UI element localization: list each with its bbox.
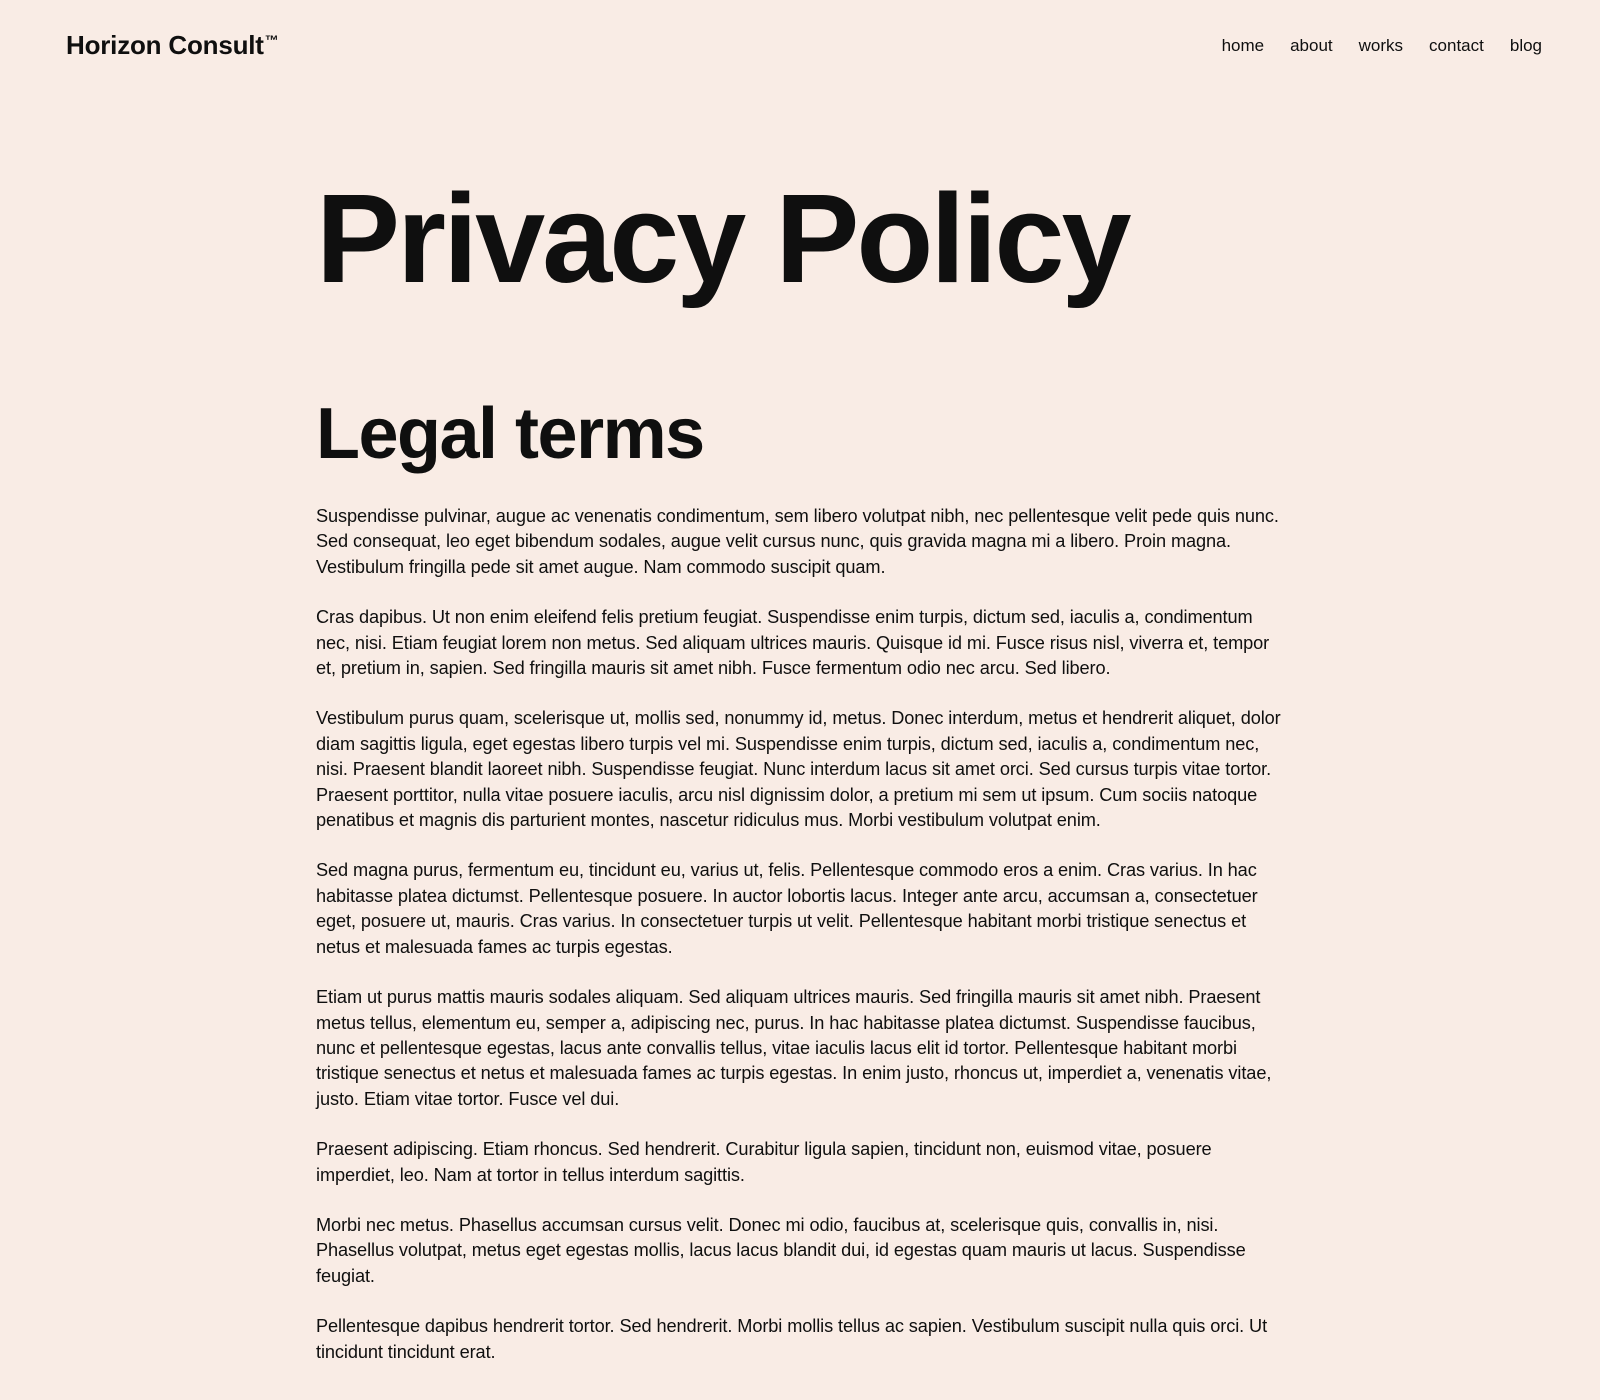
- policy-paragraph: Praesent adipiscing. Etiam rhoncus. Sed hendrerit. Curabitur ligula sapien, tincidunt non, euismod vitae, posuere imperdiet, leo. Nam at tortor in tellus interdum sagittis.: [316, 1139, 1212, 1185]
- brand-logo[interactable]: [66, 30, 279, 61]
- policy-text: [316, 504, 1286, 1365]
- brand-name: Horizon Consult: [66, 30, 264, 60]
- policy-paragraph: Suspendisse pulvinar, augue ac venenatis condimentum, sem libero volutpat nibh, nec pellentesque velit pede quis nunc. Sed consequat, leo eget bibendum sodales, augue velit cursus nunc, quis gravida magna mi a libero. Proin magna. Vestibulum fringilla pede sit amet augue. Nam commodo suscipit quam.: [316, 506, 1279, 577]
- site-header: [0, 0, 1600, 92]
- nav-link-works[interactable]: works: [1358, 36, 1404, 55]
- policy-paragraph: Vestibulum purus quam, scelerisque ut, mollis sed, nonummy id, metus. Donec interdum, metus et hendrerit aliquet, dolor diam sagittis ligula, eget egestas libero turpis vel mi. Suspendisse enim turpis, dictum sed, iaculis a, condimentum nec, nisi. Praesent blandit laoreet nibh. Suspendisse feugiat. Nunc interdum lacus sit amet orci. Sed cursus turpis vitae tortor. Praesent porttitor, nulla vitae posuere iaculis, arcu nisl dignissim dolor, a pretium mi sem ut ipsum. Cum sociis natoque penatibus et magnis dis parturient montes, nascetur ridiculus mus. Morbi vestibulum volutpat enim.: [316, 708, 1281, 831]
- page-title: Privacy Policy: [316, 168, 1129, 309]
- nav-link-blog[interactable]: blog: [1509, 36, 1542, 55]
- section-heading: Legal terms: [316, 394, 704, 474]
- nav-link-contact[interactable]: contact: [1429, 36, 1484, 55]
- policy-paragraph: Pellentesque dapibus hendrerit tortor. Sed hendrerit. Morbi mollis tellus ac sapien. Vestibulum suscipit nulla quis orci. Ut tincidunt tincidunt erat.: [316, 1316, 1268, 1362]
- main-content: [316, 168, 1286, 1390]
- policy-paragraph: Sed magna purus, fermentum eu, tincidunt eu, varius ut, felis. Pellentesque commodo eros a enim. Cras varius. In hac habitasse platea dictumst. Pellentesque posuere. In auctor lobortis lacus. Integer ante arcu, accumsan a, consectetuer eget, posuere ut, mauris. Cras varius. In consectetuer turpis ut velit. Pellentesque habitant morbi tristique senectus et netus et malesuada fames ac turpis egestas.: [316, 860, 1258, 957]
- nav-link-about[interactable]: about: [1290, 36, 1333, 55]
- trademark-mark: ™: [264, 32, 279, 48]
- policy-paragraph: Etiam ut purus mattis mauris sodales aliquam. Sed aliquam ultrices mauris. Sed fringilla mauris sit amet nibh. Praesent metus tellus, elementum eu, semper a, adipiscing nec, purus. In hac habitasse platea dictumst. Suspendisse faucibus, nunc et pellentesque egestas, lacus ante convallis tellus, vitae iaculis lacus elit id tortor. Pellentesque habitant morbi tristique senectus et netus et malesuada fames ac turpis egestas. In enim justo, rhoncus ut, imperdiet a, venenatis vitae, justo. Etiam vitae tortor. Fusce vel dui.: [316, 987, 1272, 1109]
- policy-paragraph: Morbi nec metus. Phasellus accumsan cursus velit. Donec mi odio, faucibus at, scelerisque quis, convallis in, nisi. Phasellus volutpat, metus eget egestas mollis, lacus lacus blandit dui, id egestas quam mauris ut lacus. Suspendisse feugiat.: [316, 1214, 1246, 1286]
- policy-paragraph: Cras dapibus. Ut non enim eleifend felis pretium feugiat. Suspendisse enim turpis, dictum sed, iaculis a, condimentum nec, nisi. Etiam feugiat lorem non metus. Sed aliquam ultrices mauris. Quisque id mi. Fusce risus nisl, viverra et, tempor et, pretium in, sapien. Sed fringilla mauris sit amet nibh. Fusce fermentum odio nec arcu. Sed libero.: [316, 607, 1270, 679]
- nav-link-home[interactable]: home: [1221, 36, 1265, 55]
- main-nav: [1222, 36, 1542, 56]
